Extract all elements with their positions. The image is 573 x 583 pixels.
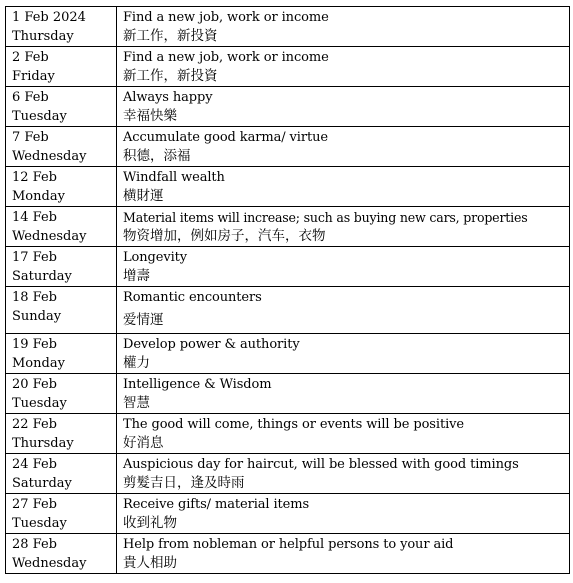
meaning-cell xyxy=(117,87,570,127)
table-row xyxy=(6,454,570,494)
meaning-cell xyxy=(117,127,570,167)
meaning-english: Material items will increase; such as buying new cars, properties xyxy=(123,210,528,225)
auspicious-dates-table xyxy=(5,6,570,574)
date-cell xyxy=(6,454,117,494)
date-cell xyxy=(6,287,117,334)
meaning-english: Develop power & authority xyxy=(123,337,300,352)
date-text: 27 Feb xyxy=(12,497,57,512)
date-text: 6 Feb xyxy=(12,90,49,105)
weekday-text: Sunday xyxy=(12,309,62,324)
date-text: 17 Feb xyxy=(12,250,57,265)
date-text: 1 Feb 2024 xyxy=(12,10,86,25)
table-row xyxy=(6,534,570,574)
date-text: 19 Feb xyxy=(12,337,57,352)
meaning-chinese: 權力 xyxy=(123,355,150,371)
date-cell xyxy=(6,494,117,534)
table-row xyxy=(6,334,570,374)
meaning-chinese: 新工作，新投資 xyxy=(123,28,218,44)
meaning-chinese: 积德，添福 xyxy=(123,148,191,164)
meaning-chinese: 收到礼物 xyxy=(123,515,177,531)
meaning-cell xyxy=(117,494,570,534)
meaning-chinese: 增壽 xyxy=(123,268,150,284)
meaning-cell xyxy=(117,454,570,494)
date-cell xyxy=(6,167,117,207)
date-cell xyxy=(6,87,117,127)
date-text: 20 Feb xyxy=(12,377,57,392)
weekday-text: Thursday xyxy=(12,436,74,451)
date-text: 24 Feb xyxy=(12,457,57,472)
meaning-cell xyxy=(117,247,570,287)
weekday-text: Wednesday xyxy=(12,149,87,164)
meaning-cell xyxy=(117,7,570,47)
table-row xyxy=(6,47,570,87)
weekday-text: Tuesday xyxy=(12,109,67,124)
weekday-text: Tuesday xyxy=(12,396,67,411)
table-row xyxy=(6,494,570,534)
date-cell xyxy=(6,7,117,47)
meaning-chinese: 好消息 xyxy=(123,435,164,451)
table-row xyxy=(6,287,570,334)
date-cell xyxy=(6,374,117,414)
table-row xyxy=(6,247,570,287)
meaning-english: Auspicious day for haircut, will be blessed with good timings xyxy=(123,457,519,472)
meaning-chinese: 物资增加，例如房子，汽车，衣物 xyxy=(123,228,326,244)
meaning-chinese: 貴人相助 xyxy=(123,555,177,571)
table-row xyxy=(6,87,570,127)
meaning-cell xyxy=(117,534,570,574)
date-cell xyxy=(6,47,117,87)
meaning-english: Always happy xyxy=(123,90,213,105)
date-cell xyxy=(6,414,117,454)
date-text: 14 Feb xyxy=(12,210,57,225)
meaning-english: Windfall wealth xyxy=(123,170,225,185)
meaning-chinese: 智慧 xyxy=(123,395,150,411)
date-text: 18 Feb xyxy=(12,290,57,305)
meaning-cell xyxy=(117,287,570,334)
meaning-english: Find a new job, work or income xyxy=(123,10,329,25)
weekday-text: Tuesday xyxy=(12,516,67,531)
meaning-english: Romantic encounters xyxy=(123,290,262,305)
table-row xyxy=(6,167,570,207)
meaning-english: Longevity xyxy=(123,250,188,265)
weekday-text: Saturday xyxy=(12,269,72,284)
date-cell xyxy=(6,247,117,287)
weekday-text: Thursday xyxy=(12,29,74,44)
date-cell xyxy=(6,127,117,167)
meaning-cell xyxy=(117,47,570,87)
table-row xyxy=(6,414,570,454)
meaning-chinese: 爱情運 xyxy=(123,312,164,328)
table-row xyxy=(6,374,570,414)
meaning-english: Intelligence & Wisdom xyxy=(123,377,272,392)
meaning-english: Find a new job, work or income xyxy=(123,50,329,65)
meaning-cell xyxy=(117,374,570,414)
meaning-english: The good will come, things or events will be positive xyxy=(123,417,464,432)
weekday-text: Wednesday xyxy=(12,556,87,571)
meaning-chinese: 横財運 xyxy=(123,188,164,204)
weekday-text: Friday xyxy=(12,69,55,84)
meaning-chinese: 新工作，新投資 xyxy=(123,68,218,84)
date-text: 12 Feb xyxy=(12,170,57,185)
meaning-english: Receive gifts/ material items xyxy=(123,497,310,512)
meaning-cell xyxy=(117,167,570,207)
date-text: 7 Feb xyxy=(12,130,49,145)
date-text: 28 Feb xyxy=(12,537,57,552)
table-row xyxy=(6,127,570,167)
date-cell xyxy=(6,534,117,574)
meaning-english: Help from nobleman or helpful persons to your aid xyxy=(123,537,454,552)
meaning-chinese: 剪髮吉日，逢及時雨 xyxy=(123,475,245,491)
date-text: 2 Feb xyxy=(12,50,49,65)
meaning-cell xyxy=(117,334,570,374)
meaning-cell xyxy=(117,414,570,454)
weekday-text: Saturday xyxy=(12,476,72,491)
meaning-cell xyxy=(117,207,570,247)
weekday-text: Wednesday xyxy=(12,229,87,244)
date-cell xyxy=(6,207,117,247)
table-row xyxy=(6,7,570,47)
table-row xyxy=(6,207,570,247)
date-cell xyxy=(6,334,117,374)
date-text: 22 Feb xyxy=(12,417,57,432)
meaning-english: Accumulate good karma/ virtue xyxy=(123,130,328,145)
weekday-text: Monday xyxy=(12,356,65,371)
weekday-text: Monday xyxy=(12,189,65,204)
meaning-chinese: 幸福快樂 xyxy=(123,108,177,124)
